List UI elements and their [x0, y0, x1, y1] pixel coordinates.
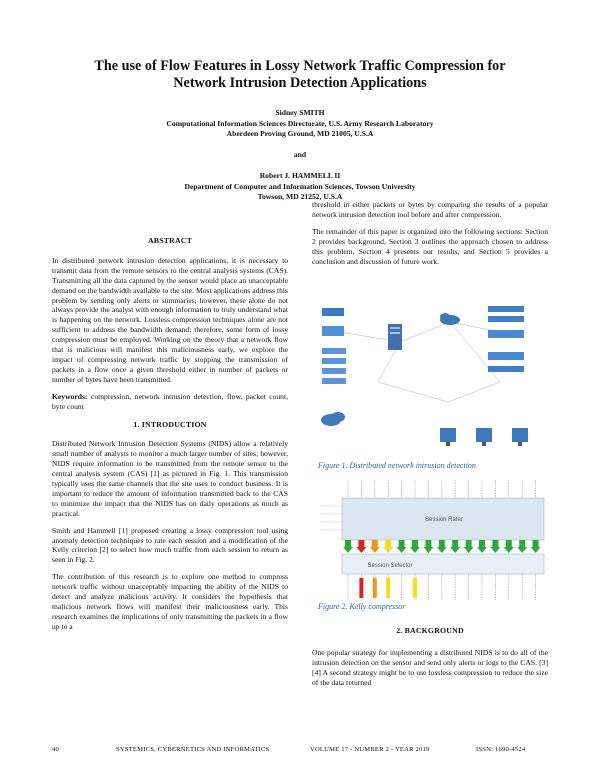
- rating-arrows: [343, 540, 541, 553]
- author-2-address: Towson, MD 21252, U.S.A: [257, 192, 343, 201]
- right-paragraph-1: threshold in either packets or bytes by comparing the results of a popular network intrusion detection tool before and after compression.: [312, 200, 548, 219]
- workstation-icons: [440, 428, 528, 446]
- intro-paragraph-1: Distributed Network Intrusion Detection Systems (NIDS) allow a relatively small number of analysts to monitor a much larger number of sites; however, NIDS require information to be transmitted from the remote sensor to the central analysis system (CAS) [1] as pictured in Fig. 1. This transmission typically uses the same channels that the site uses to conduct business. It is important to reduce the amount of information transmitted back to the CAS to minimize the impact that the NIDS has on daily operations as much as practical.: [52, 439, 288, 518]
- footer-volume: VOLUME 17 - NUMBER 2 - YEAR 2019: [310, 746, 430, 753]
- rating-arrow: [423, 540, 433, 553]
- rating-arrow: [450, 540, 460, 553]
- author-1-address: Aberdeen Proving Ground, MD 21005, U.S.A: [226, 129, 374, 138]
- rating-arrow: [343, 540, 353, 553]
- author-1-block: [40, 108, 560, 140]
- author-2-name: Robert J. HAMMELL II: [259, 171, 341, 180]
- rating-arrow: [410, 540, 420, 553]
- abstract-heading: ABSTRACT: [147, 236, 193, 245]
- selected-output: [359, 578, 363, 598]
- right-column-bottom: [312, 626, 548, 695]
- rating-arrow: [490, 540, 500, 553]
- selected-output: [373, 578, 377, 598]
- session-selector-label: Session Selector: [367, 563, 413, 569]
- rating-arrow: [397, 540, 407, 553]
- author-1-affiliation: Computational Information Sciences Directorate, U.S. Army Research Laboratory: [166, 118, 434, 128]
- left-column: [52, 236, 288, 639]
- right-column-top: [312, 200, 548, 273]
- author-1-name: Sidney SMITH: [275, 108, 325, 117]
- paper-title: [60, 58, 540, 92]
- session-rater-label: Session Rater: [425, 517, 463, 523]
- rating-arrow: [477, 540, 487, 553]
- figure-1-caption: Figure 1. Distributed network intrusion detection: [318, 461, 476, 470]
- background-heading: 2. BACKGROUND: [396, 626, 464, 635]
- internet-cloud-icon: [440, 313, 460, 325]
- background-paragraph-1: One popular strategy for implementing a distributed NIDS is to do all of the intrusion detection on the sensor and send only alerts or logs to the CAS. [3] [4] A second strategy might be to use lossless compression to reduce the size of the data returned: [312, 647, 548, 687]
- right-paragraph-2: The remainder of this paper is organized into the following sections: Section 2 provides background, Section 3 outlines the approach chosen to address this problem, Section 4 presents our results, and Section 5 provides a conclusion and discussion of future work.: [312, 226, 548, 266]
- keywords: [52, 392, 288, 412]
- author-2-affiliation: Department of Computer and Information Sciences, Towson University: [184, 181, 416, 191]
- figure-2-kelly-compressor: [318, 478, 552, 602]
- right-switch-stack-icon: [488, 306, 524, 372]
- intro-heading: 1. INTRODUCTION: [133, 419, 207, 429]
- server-icon: [388, 324, 402, 350]
- intro-paragraph-2: Smith and Hammell [1] proposed creating a lossy compression tool using anomaly detection techniques to rate each session and a modification of the Kelly criterion [2] to select how much traffic from each session to return as seen in Fig. 2.: [52, 525, 288, 565]
- rating-arrow: [504, 540, 514, 553]
- selected-output: [413, 578, 417, 598]
- output-flows: [348, 574, 536, 600]
- selected-output: [386, 578, 390, 598]
- figure-2-caption: Figure 2. Kelly compressor: [318, 602, 406, 611]
- rating-arrow: [370, 540, 380, 553]
- abstract-text: In distributed network intrusion detection applications, it is necessary to transmit data from the remote sensors to the central analysis systems (CAS). Transmitting all the data captured by the sensor would place an unacceptable demand on the bandwidth available to the site. Most applications address this problem by sending only alerts or summaries; however, these alone do not always provide the analyst with enough information to truly understand what is happening on the network. Lossless compression techniques alone are not sufficient to address the bandwidth demand; therefore, some form of lossy compression must be employed. Working on the theory that a network flow that is malicious will manifest this maliciousness early, we explore the impact of compressing network traffic by stopping the transmission of packets in a flow once a given threshold either in number of packets or number of bytes have been transmitted.: [52, 255, 288, 384]
- rating-arrow: [531, 540, 541, 553]
- rating-arrow: [437, 540, 447, 553]
- footer-issn: ISSN: 1690-4524: [476, 746, 526, 753]
- rating-arrow: [356, 540, 366, 553]
- router-icon: [322, 308, 344, 336]
- title-line-2: Network Intrusion Detection Applications: [173, 75, 427, 91]
- intro-paragraph-3: The contribution of this research is to explore one method to compress network traffic without unacceptably impacting the ability of the NIDS to detect and analyze malicious activity. It considers the hypothesis that malicious network flows will manifest their maliciousness early. This research examines the implications of only transmitting the packets in a flow up to a: [52, 572, 288, 631]
- rating-arrow: [383, 540, 393, 553]
- author-2-block: [40, 171, 560, 203]
- and-separator: and: [293, 150, 307, 159]
- keywords-text: compression, network intrusion detection, flow, packet count, byte count: [52, 391, 288, 411]
- switch-stack-icon: [322, 348, 346, 384]
- footer-journal: SYSTEMICS, CYBERNETICS AND INFORMATICS: [116, 746, 270, 753]
- keywords-label: Keywords:: [52, 391, 88, 401]
- title-line-1: The use of Flow Features in Lossy Network Traffic Compression for: [94, 58, 506, 74]
- rating-arrow: [517, 540, 527, 553]
- cloud-icon: [321, 412, 345, 426]
- footer-page-number: 40: [52, 746, 59, 753]
- figure-1-network-diagram: [318, 302, 544, 460]
- rating-arrow: [464, 540, 474, 553]
